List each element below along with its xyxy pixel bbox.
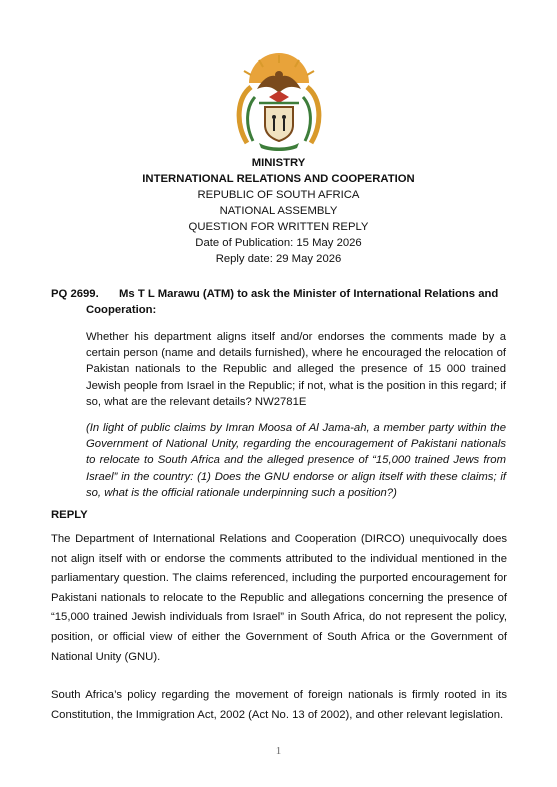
page-number: 1: [275, 745, 282, 757]
question-asker-continued: Cooperation:: [86, 304, 157, 316]
reply-paragraph: South Africa’s policy regarding the movement of foreign nationals is firmly rooted in its Constitution, the Immigration Act, 2002 (Act No. 13 of 2002), and other relevant legislation.: [51, 689, 507, 721]
question-details: (In light of public claims by Imran Moosa of Al Jama-ah, a member party within the Government of National Unity, regarding the encouragement of Pakistani nationals to relocate to South Africa and the alleged presence of “15,000 trained Jews from Israel” in the country: (1) Does the GNU endorse or align itself with these claims; if so, what is the official rationale underpinning such a position?): [86, 422, 506, 499]
department-title: INTERNATIONAL RELATIONS AND COOPERATION: [142, 173, 415, 185]
coat-of-arms-icon: [229, 53, 329, 153]
country-line: REPUBLIC OF SOUTH AFRICA: [197, 189, 360, 201]
assembly-line: NATIONAL ASSEMBLY: [219, 205, 338, 217]
question-asker: Ms T L Marawu (ATM) to ask the Minister of International Relations and: [119, 288, 499, 300]
question-type-line: QUESTION FOR WRITTEN REPLY: [188, 221, 369, 233]
reply-paragraph: The Department of International Relations and Cooperation (DIRCO) unequivocally does not align itself with or endorse the comments attributed to the individual mentioned in the parliamentary question. The claims referenced, including the purported encouragement for Pakistani nationals to relocate to the Republic and allegations concerning the presence of “15,000 trained Jewish individuals from Israel” in South Africa, do not represent the policy, position, or official view of either the Government of South Africa or the Government of National Unity (GNU).: [51, 533, 507, 663]
question-text: Whether his department aligns itself and/or endorses the comments made by a certain person (name and details furnished), where he encouraged the relocation of Pakistan nationals to the Republic and alleged the presence of 15 000 trained Jewish people from Israel in the Republic; if not, what is the position in this regard; if so, what are the relevant details? NW2781E: [86, 331, 506, 408]
publication-date: Date of Publication: 15 May 2026: [195, 237, 362, 249]
reply-heading: REPLY: [51, 509, 88, 521]
reply-date: Reply date: 29 May 2026: [215, 253, 342, 265]
question-reference: PQ 2699.: [51, 288, 99, 300]
ministry-title: MINISTRY: [251, 157, 306, 169]
